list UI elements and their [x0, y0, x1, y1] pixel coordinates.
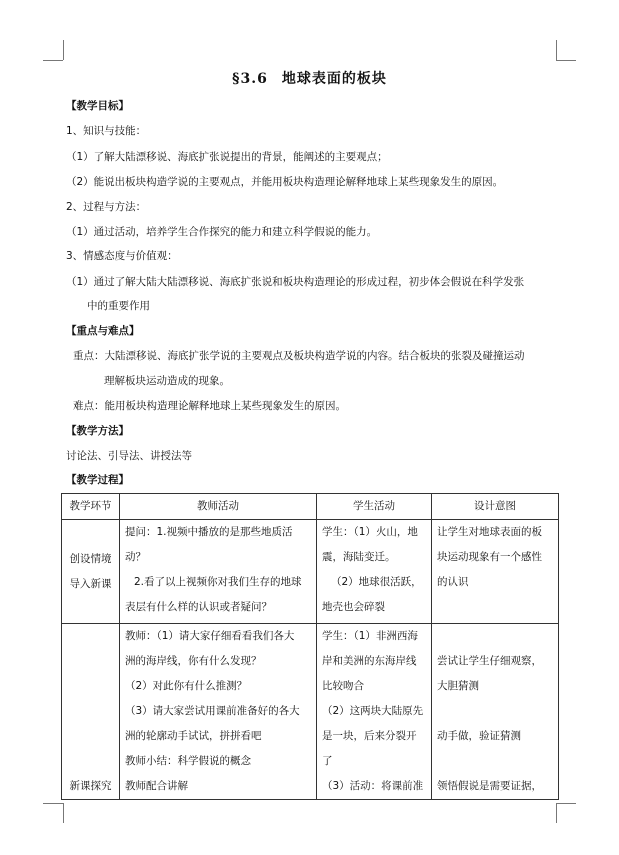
- crop-mark-top-right-h: [556, 60, 576, 61]
- crop-mark-bottom-right-v: [556, 803, 557, 823]
- table-row: [62, 520, 559, 624]
- key-point-cont: 理解板块运动造成的现象。: [104, 375, 230, 387]
- crop-mark-top-left-v: [63, 40, 64, 60]
- key-point: 重点：大陆漂移说、海底扩张学说的主要观点及板块构造学说的内容。结合板块的张裂及碰撞运动: [73, 350, 525, 362]
- objective-attitude-1: （1）通过了解大陆大陆漂移说、海底扩张说和板块构造理论的形成过程，初步体会假说在科学发张: [66, 276, 525, 288]
- objective-process: 2、过程与方法：: [66, 201, 147, 213]
- objective-attitude: 3、情感态度与价值观：: [66, 250, 178, 262]
- header-stage: 教学环节: [62, 494, 120, 520]
- heading-objectives: 【教学目标】: [66, 100, 129, 112]
- header-student: 学生活动: [317, 494, 432, 520]
- teacher-cell: 提问：1.视频中播放的是那些地质活 动？ 2.看了以上视频你对我们生存的地球 表层有什么样的认识或者疑问？: [120, 520, 317, 624]
- table-header-row: [62, 494, 559, 520]
- student-cell: 学生：（1）非洲西海 岸和美洲的东海岸线 比较吻合 （2）这两块大陆原先 是一块，后来分裂开 了 （3）活动：将课前准: [317, 624, 432, 800]
- objective-attitude-1-cont: 中的重要作用: [87, 300, 150, 312]
- objective-knowledge: 1、知识与技能：: [66, 125, 147, 137]
- section-name: 地球表面的板块: [281, 71, 387, 87]
- teaching-process-table: [61, 493, 559, 800]
- heading-methods: 【教学方法】: [66, 425, 129, 437]
- crop-mark-top-left-h: [43, 60, 63, 61]
- crop-mark-bottom-left-h: [43, 803, 63, 804]
- page-title: [0, 68, 619, 88]
- crop-mark-bottom-right-h: [556, 803, 576, 804]
- header-teacher: 教师活动: [120, 494, 317, 520]
- heading-process: 【教学过程】: [66, 474, 129, 486]
- objective-process-1: （1）通过活动，培养学生合作探究的能力和建立科学假说的能力。: [66, 226, 378, 238]
- section-number: §3.6: [232, 71, 268, 87]
- crop-mark-top-right-v: [556, 40, 557, 60]
- objective-knowledge-1: （1）了解大陆漂移说、海底扩张说提出的背景，能阐述的主要观点；: [66, 151, 388, 163]
- crop-mark-bottom-left-v: [63, 803, 64, 823]
- intent-cell: 尝试让学生仔细观察， 大胆猜测 动手做，验证猜测 领悟假说是需要证据，: [432, 624, 559, 800]
- methods-text: 讨论法、引导法、讲授法等: [66, 450, 192, 462]
- student-cell: 学生：（1）火山，地 震，海陆变迁。 （2）地球很活跃， 地壳也会碎裂: [317, 520, 432, 624]
- objective-knowledge-2: （2）能说出板块构造学说的主要观点，并能用板块构造理论解释地球上某些现象发生的原因。: [66, 176, 504, 188]
- header-intent: 设计意图: [432, 494, 559, 520]
- intent-cell: 让学生对地球表面的板 块运动现象有一个感性 的认识: [432, 520, 559, 624]
- difficult-point: 难点：能用板块构造理论解释地球上某些现象发生的原因。: [73, 400, 346, 412]
- stage-cell: 创设情境 导入新课: [62, 520, 120, 624]
- heading-key-points: 【重点与难点】: [66, 325, 140, 337]
- stage-cell: 新课探究: [62, 624, 120, 800]
- teacher-cell: 教师：（1）请大家仔细看看我们各大 洲的海岸线，你有什么发现？ （2）对此你有什么推测？ （3）请大家尝试用课前准备好的各大 洲的轮廓动手试试，拼拼看吧 教师小结：科学假说的概念 教师配合讲解: [120, 624, 317, 800]
- table-row: [62, 624, 559, 800]
